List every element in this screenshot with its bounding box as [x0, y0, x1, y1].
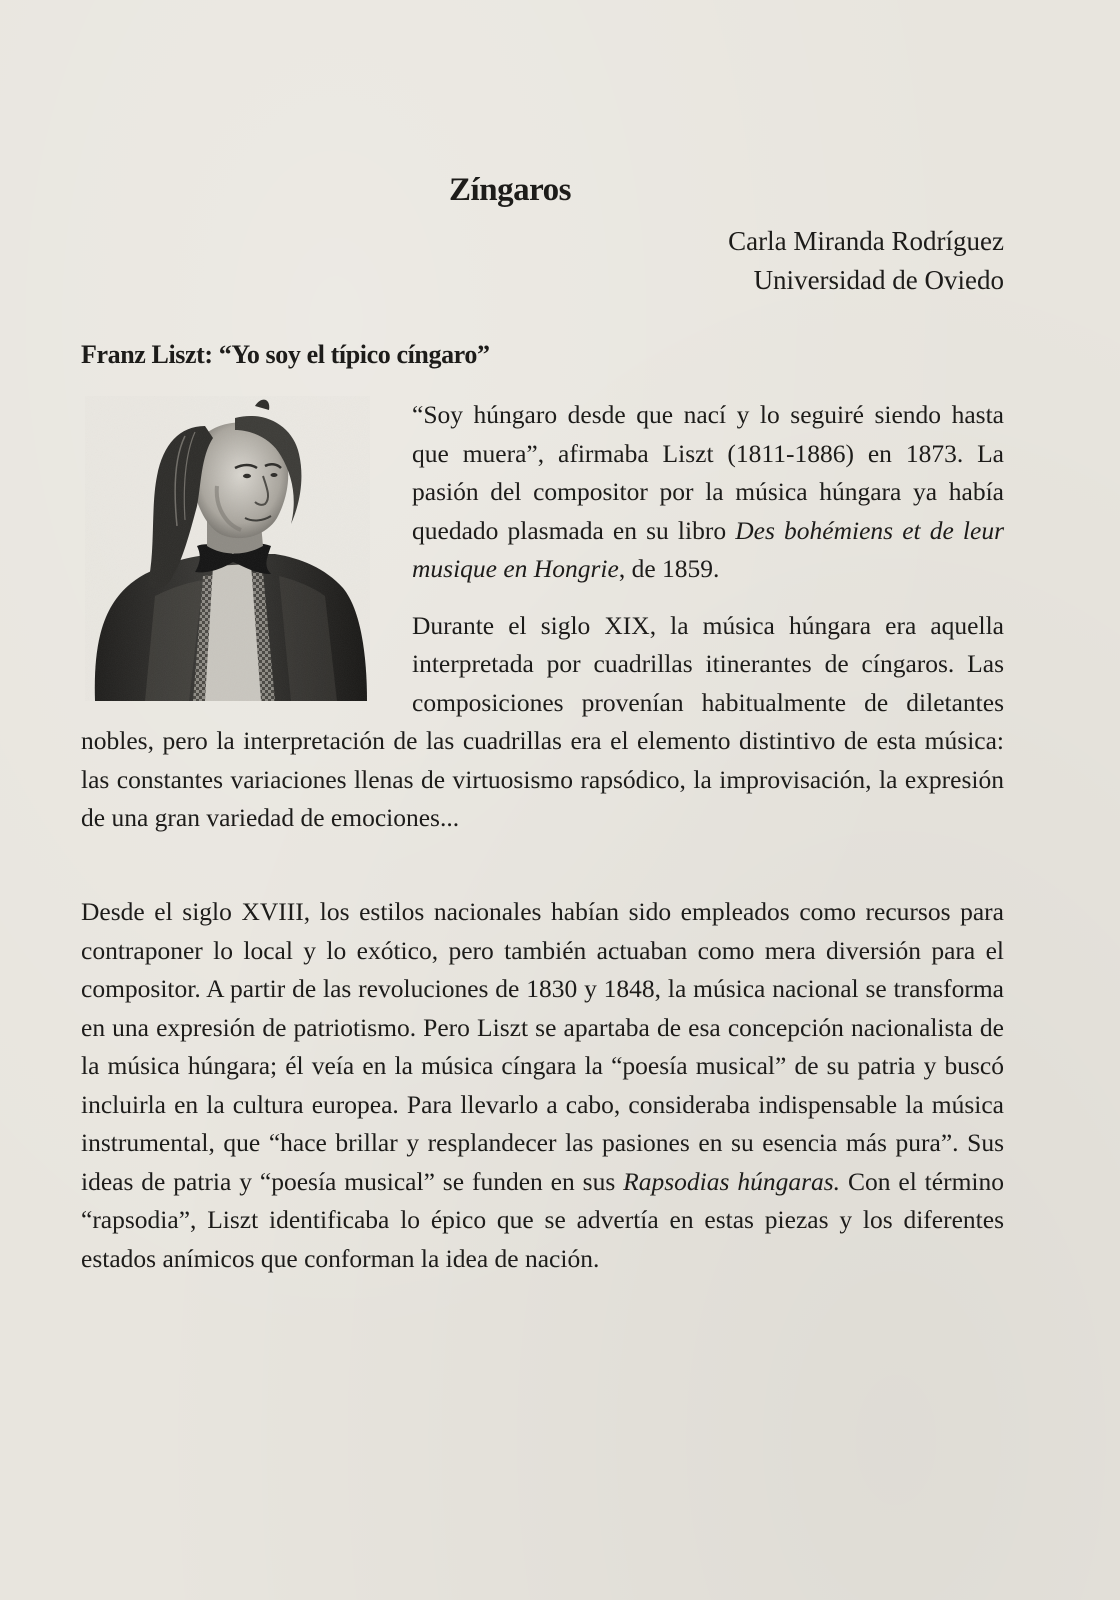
body-main [81, 893, 1004, 1278]
paragraph-3: Desde el siglo XVIII, los estilos nacionales habían sido empleados como recursos para contraponer lo local y lo exótico, pero también actuaban como mera diversión para el compositor. A partir de las revoluciones de 1830 y 1848, la música nacional se transforma en una expresión de patriotismo. Pero Liszt se apartaba de esa concepción nacionalista de la música húngara; él veía en la música cíngara la “poesía musical” de su patria y buscó incluirla en la cultura europea. Para llevarlo a cabo, consideraba indispensable la música instrumental, que “hace brillar y resplandecer las pasiones en su esencia más pura”. Sus ideas de patria y “poesía musical” se funden en sus Rapsodias húngaras. Con el término “rapsodia”, Liszt identificaba lo épico que se advertía en estas piezas y los diferentes estados anímicos que conforman la idea de nación. [81, 897, 1004, 1273]
paragraph-2: Durante el siglo XIX, la música húngara era aquella interpretada por cuadrillas itinerantes de cíngaros. Las composiciones provenían habitualmente de diletantes nobles, pero la interpretación de las cuadrillas era el elemento distintivo de esta música: las constantes variaciones llenas de virtuosismo rapsódico, la improvisación, la expresión de una gran variedad de emociones... [81, 610, 1004, 832]
body-intro [81, 396, 1004, 838]
book-title: Des bohémiens et de leur musique en Hongrie [412, 515, 1005, 583]
author-affiliation: Universidad de Oviedo [753, 265, 1004, 295]
work-title: Rapsodias húngaras. [623, 1166, 841, 1196]
section-heading: Franz Liszt: “Yo soy el típico cíngaro” [81, 340, 490, 369]
author-name: Carla Miranda Rodríguez [728, 226, 1004, 256]
author-block [728, 222, 1004, 300]
portrait-wrap-space [81, 396, 412, 706]
paragraph-1: “Soy húngaro desde que nací y lo seguiré siendo hasta que muera”, afirmaba Liszt (1811-1886) en 1873. La pasión del compositor por la música húngara ya había quedado plasmada en su libro Des bohémiens et de leur musique en Hongrie, de 1859. [412, 400, 1005, 583]
article-title: Zíngaros [449, 172, 571, 208]
